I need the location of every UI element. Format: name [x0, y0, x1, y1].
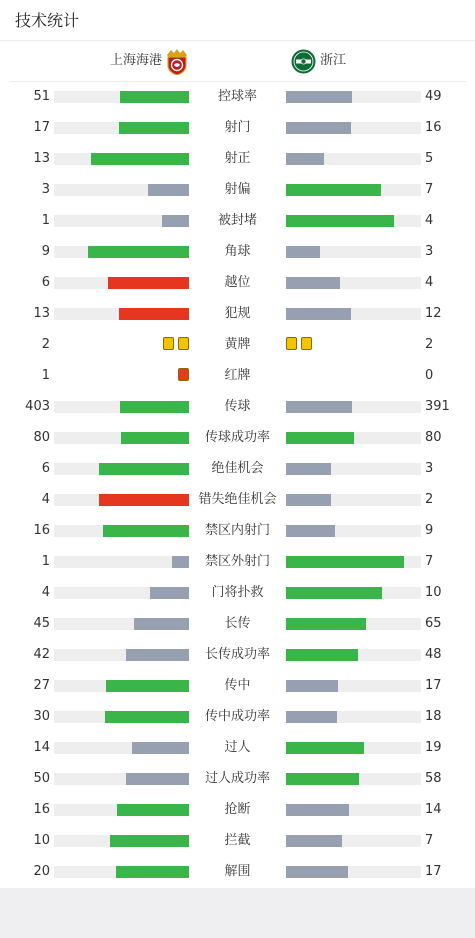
home-value: 13: [33, 306, 50, 321]
stat-row: [0, 608, 475, 639]
home-bar-track: [54, 91, 189, 103]
home-value: 403: [25, 399, 50, 414]
away-value: 49: [425, 89, 442, 104]
home-bar-fill: [162, 215, 189, 227]
home-cards: [163, 337, 189, 351]
home-value: 42: [33, 647, 50, 662]
away-bar-fill: [286, 246, 320, 258]
home-value: 9: [41, 244, 50, 259]
stat-label: 拦截: [224, 833, 251, 848]
stat-label: 绝佳机会: [211, 461, 264, 476]
home-bar-fill: [126, 773, 189, 785]
away-bar-track: [286, 556, 421, 568]
shanghai-port-crest-icon: [165, 49, 189, 75]
stat-label: 传球成功率: [204, 430, 270, 445]
stat-label: 射门: [224, 120, 251, 135]
away-bar-fill: [286, 587, 382, 599]
away-value: 17: [425, 864, 442, 879]
home-bar-track: [54, 494, 189, 506]
home-bar-fill: [120, 401, 189, 413]
stat-row: [0, 267, 475, 298]
stat-row: [0, 515, 475, 546]
stat-row: [0, 298, 475, 329]
away-bar-fill: [286, 432, 354, 444]
home-bar-track: [54, 804, 189, 816]
away-bar-track: [286, 835, 421, 847]
home-value: 16: [33, 523, 50, 538]
home-bar-track: [54, 215, 189, 227]
home-bar-fill: [103, 525, 189, 537]
away-bar-fill: [286, 773, 359, 785]
home-bar-track: [54, 773, 189, 785]
home-value: 13: [33, 151, 50, 166]
yellow-card-icon: [178, 337, 189, 350]
home-value: 50: [33, 771, 50, 786]
home-bar-fill: [91, 153, 189, 165]
stat-row: [0, 453, 475, 484]
stat-label: 长传成功率: [204, 647, 270, 662]
away-value: 18: [425, 709, 442, 724]
away-value: 3: [425, 461, 434, 476]
away-value: 5: [425, 151, 434, 166]
stat-row: [0, 484, 475, 515]
stat-row: [0, 577, 475, 608]
home-bar-fill: [134, 618, 189, 630]
stat-label: 禁区外射门: [204, 554, 270, 569]
home-bar-track: [54, 308, 189, 320]
stat-row: [0, 825, 475, 856]
stat-row: [0, 329, 475, 360]
away-value: 10: [425, 585, 442, 600]
away-value: 0: [425, 368, 434, 383]
home-bar-track: [54, 835, 189, 847]
home-bar-fill: [172, 556, 189, 568]
away-bar-track: [286, 91, 421, 103]
away-bar-fill: [286, 711, 337, 723]
stat-row: [0, 794, 475, 825]
stat-row: [0, 391, 475, 422]
stats-list: [0, 81, 475, 887]
away-value: 9: [425, 523, 434, 538]
zhejiang-crest-icon: [291, 49, 316, 74]
home-bar-track: [54, 680, 189, 692]
red-card-icon: [178, 368, 189, 381]
yellow-card-icon: [286, 337, 297, 350]
away-bar-track: [286, 215, 421, 227]
home-value: 6: [41, 275, 50, 290]
home-bar-fill: [105, 711, 189, 723]
away-value: 7: [425, 182, 434, 197]
away-bar-fill: [286, 494, 331, 506]
away-bar-track: [286, 277, 421, 289]
home-value: 1: [41, 213, 50, 228]
home-bar-track: [54, 711, 189, 723]
stat-label: 过人: [224, 740, 251, 755]
away-bar-track: [286, 649, 421, 661]
home-bar-fill: [99, 494, 189, 506]
away-bar-fill: [286, 122, 351, 134]
team-header: [0, 41, 475, 81]
away-value: 2: [425, 492, 434, 507]
away-bar-track: [286, 122, 421, 134]
home-value: 4: [41, 585, 50, 600]
away-bar-track: [286, 246, 421, 258]
home-value: 17: [33, 120, 50, 135]
home-value: 30: [33, 709, 50, 724]
away-value: 2: [425, 337, 434, 352]
stat-row: [0, 236, 475, 267]
home-value: 6: [41, 461, 50, 476]
stat-row: [0, 422, 475, 453]
stat-label: 解围: [224, 864, 251, 879]
stat-label: 射正: [224, 151, 251, 166]
away-value: 4: [425, 275, 434, 290]
away-bar-fill: [286, 835, 342, 847]
away-bar-track: [286, 773, 421, 785]
away-bar-fill: [286, 215, 394, 227]
stat-row: [0, 143, 475, 174]
stat-label: 抢断: [224, 802, 251, 817]
away-value: 58: [425, 771, 442, 786]
away-bar-fill: [286, 525, 335, 537]
away-value: 48: [425, 647, 442, 662]
stat-label: 门将扑救: [211, 585, 264, 600]
away-bar-track: [286, 587, 421, 599]
away-bar-track: [286, 432, 421, 444]
stat-row: [0, 856, 475, 887]
home-bar-track: [54, 246, 189, 258]
home-bar-fill: [119, 122, 189, 134]
away-bar-fill: [286, 742, 364, 754]
away-bar-fill: [286, 277, 340, 289]
home-bar-track: [54, 432, 189, 444]
stat-label: 被封堵: [217, 213, 257, 228]
away-bar-fill: [286, 153, 324, 165]
home-bar-fill: [119, 308, 189, 320]
home-value: 4: [41, 492, 50, 507]
away-value: 16: [425, 120, 442, 135]
away-bar-fill: [286, 308, 351, 320]
home-value: 3: [41, 182, 50, 197]
away-value: 3: [425, 244, 434, 259]
away-value: 19: [425, 740, 442, 755]
stat-label: 控球率: [217, 89, 257, 104]
stat-label: 越位: [224, 275, 251, 290]
away-bar-track: [286, 153, 421, 165]
home-cards: [178, 368, 189, 382]
away-value: 7: [425, 554, 434, 569]
home-value: 20: [33, 864, 50, 879]
home-bar-track: [54, 866, 189, 878]
home-bar-fill: [116, 866, 189, 878]
home-bar-fill: [99, 463, 189, 475]
away-value: 391: [425, 399, 450, 414]
home-value: 45: [33, 616, 50, 631]
home-value: 80: [33, 430, 50, 445]
home-bar-track: [54, 587, 189, 599]
home-value: 16: [33, 802, 50, 817]
stat-row: [0, 701, 475, 732]
away-value: 65: [425, 616, 442, 631]
stat-label: 传球: [224, 399, 251, 414]
stat-label: 角球: [224, 244, 251, 259]
stat-label: 红牌: [224, 368, 251, 383]
home-bar-fill: [126, 649, 189, 661]
away-bar-track: [286, 804, 421, 816]
home-bar-track: [54, 277, 189, 289]
away-bar-fill: [286, 401, 352, 413]
away-bar-track: [286, 711, 421, 723]
home-team-name: 上海海港: [109, 53, 162, 68]
away-bar-track: [286, 866, 421, 878]
home-value: 27: [33, 678, 50, 693]
away-cards: [286, 337, 312, 351]
yellow-card-icon: [163, 337, 174, 350]
away-bar-fill: [286, 463, 331, 475]
stat-label: 传中成功率: [204, 709, 270, 724]
away-bar-track: [286, 494, 421, 506]
stat-label: 长传: [224, 616, 251, 631]
home-value: 10: [33, 833, 50, 848]
home-value: 14: [33, 740, 50, 755]
away-value: 4: [425, 213, 434, 228]
home-bar-fill: [108, 277, 189, 289]
stat-row: [0, 670, 475, 701]
home-bar-track: [54, 556, 189, 568]
away-bar-fill: [286, 91, 352, 103]
away-value: 14: [425, 802, 442, 817]
away-bar-fill: [286, 556, 404, 568]
stat-row: [0, 205, 475, 236]
away-value: 80: [425, 430, 442, 445]
away-bar-track: [286, 742, 421, 754]
yellow-card-icon: [301, 337, 312, 350]
away-bar-fill: [286, 618, 366, 630]
home-bar-track: [54, 525, 189, 537]
home-bar-fill: [120, 91, 189, 103]
away-bar-fill: [286, 680, 338, 692]
home-bar-fill: [106, 680, 189, 692]
stat-label: 错失绝佳机会: [198, 492, 277, 507]
stat-row: [0, 546, 475, 577]
home-value: 2: [41, 337, 50, 352]
home-bar-fill: [150, 587, 189, 599]
home-bar-track: [54, 618, 189, 630]
home-bar-fill: [121, 432, 189, 444]
away-bar-track: [286, 680, 421, 692]
home-bar-track: [54, 153, 189, 165]
stat-label: 射偏: [224, 182, 251, 197]
home-bar-track: [54, 122, 189, 134]
away-value: 7: [425, 833, 434, 848]
stat-row: [0, 732, 475, 763]
home-bar-track: [54, 463, 189, 475]
away-bar-track: [286, 184, 421, 196]
home-bar-fill: [148, 184, 189, 196]
home-value: 1: [41, 368, 50, 383]
away-value: 17: [425, 678, 442, 693]
away-bar-track: [286, 618, 421, 630]
stat-label: 禁区内射门: [204, 523, 270, 538]
away-bar-fill: [286, 866, 348, 878]
away-value: 12: [425, 306, 442, 321]
away-team-name: 浙江: [320, 53, 347, 68]
away-bar-fill: [286, 649, 358, 661]
stat-row: [0, 81, 475, 112]
home-bar-fill: [110, 835, 189, 847]
stat-label: 犯规: [224, 306, 251, 321]
home-bar-track: [54, 742, 189, 754]
stat-row: [0, 639, 475, 670]
stat-row: [0, 112, 475, 143]
away-bar-track: [286, 401, 421, 413]
stat-label: 黄牌: [224, 337, 251, 352]
away-bar-fill: [286, 804, 349, 816]
home-value: 51: [33, 89, 50, 104]
home-bar-fill: [88, 246, 189, 258]
stat-row: [0, 763, 475, 794]
away-bar-fill: [286, 184, 381, 196]
home-bar-track: [54, 184, 189, 196]
stat-label: 传中: [224, 678, 251, 693]
home-bar-track: [54, 401, 189, 413]
away-bar-track: [286, 463, 421, 475]
stat-row: [0, 360, 475, 391]
stat-label: 过人成功率: [204, 771, 270, 786]
page-title: 技术统计: [15, 11, 80, 30]
home-value: 1: [41, 554, 50, 569]
away-bar-track: [286, 308, 421, 320]
away-bar-track: [286, 525, 421, 537]
home-bar-track: [54, 649, 189, 661]
home-bar-fill: [117, 804, 189, 816]
stat-row: [0, 174, 475, 205]
home-bar-fill: [132, 742, 189, 754]
